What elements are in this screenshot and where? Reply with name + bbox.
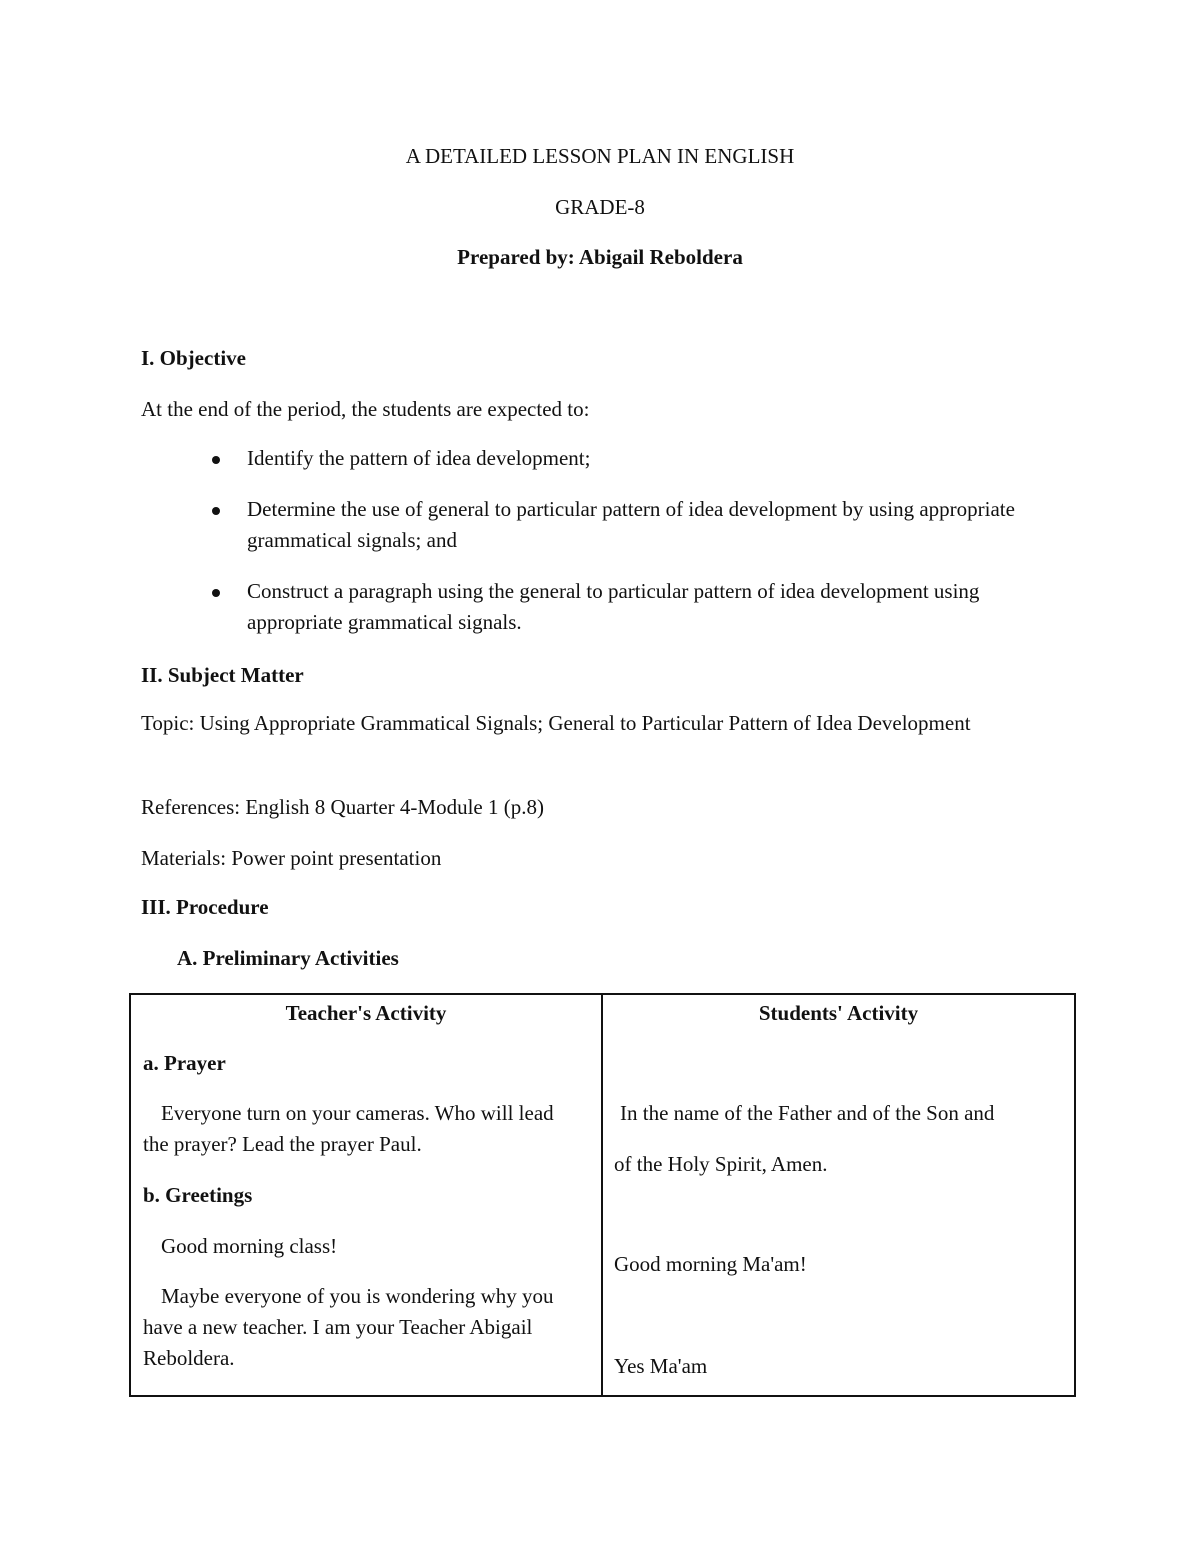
objective-item-text: Construct a paragraph using the general to particular pattern of idea development using appropriate grammatical signals. bbox=[247, 579, 980, 634]
doc-title: A DETAILED LESSON PLAN IN ENGLISH bbox=[405, 144, 795, 168]
objective-heading: I. Objective bbox=[141, 346, 246, 370]
objective-item-text: Determine the use of general to particular pattern of idea development by using appropriate grammatical signals; and bbox=[247, 497, 1015, 552]
bullet-icon bbox=[212, 507, 220, 515]
teacher-header: Teacher's Activity bbox=[285, 1001, 447, 1025]
intro-student-text: Yes Ma'am bbox=[614, 1354, 708, 1378]
preliminary-activities-heading: A. Preliminary Activities bbox=[177, 946, 399, 970]
greetings-label: b. Greetings bbox=[143, 1183, 253, 1207]
greeting-student-text: Good morning Ma'am! bbox=[614, 1252, 807, 1276]
procedure-heading: III. Procedure bbox=[141, 895, 269, 919]
bullet-icon bbox=[212, 456, 220, 464]
objective-item-text: Identify the pattern of idea development; bbox=[247, 446, 591, 470]
students-header: Students' Activity bbox=[758, 1001, 919, 1025]
prayer-student-line1: In the name of the Father and of the Son and bbox=[620, 1101, 995, 1125]
grade-label: GRADE-8 bbox=[555, 195, 645, 219]
topic-text: Topic: Using Appropriate Grammatical Signals; General to Particular Pattern of Idea Development bbox=[141, 711, 971, 735]
objective-intro: At the end of the period, the students are expected to: bbox=[141, 397, 590, 421]
references-text: References: English 8 Quarter 4-Module 1 (p.8) bbox=[141, 795, 544, 819]
bullet-icon bbox=[212, 589, 220, 597]
students-column bbox=[602, 994, 1075, 1396]
teacher-column bbox=[130, 994, 602, 1396]
intro-teacher-text: Maybe everyone of you is wondering why you have a new teacher. I am your Teacher Abigail Reboldera. bbox=[143, 1284, 554, 1370]
subject-matter-heading: II. Subject Matter bbox=[141, 663, 304, 687]
prayer-teacher-text: Everyone turn on your cameras. Who will lead the prayer? Lead the prayer Paul. bbox=[143, 1101, 554, 1156]
prayer-label: a. Prayer bbox=[143, 1051, 226, 1075]
activities-table bbox=[129, 993, 1076, 1397]
prayer-student-line2: of the Holy Spirit, Amen. bbox=[614, 1152, 828, 1176]
prepared-by: Prepared by: Abigail Reboldera bbox=[457, 245, 743, 269]
materials-text: Materials: Power point presentation bbox=[141, 846, 442, 870]
greeting-teacher-text: Good morning class! bbox=[161, 1234, 338, 1258]
